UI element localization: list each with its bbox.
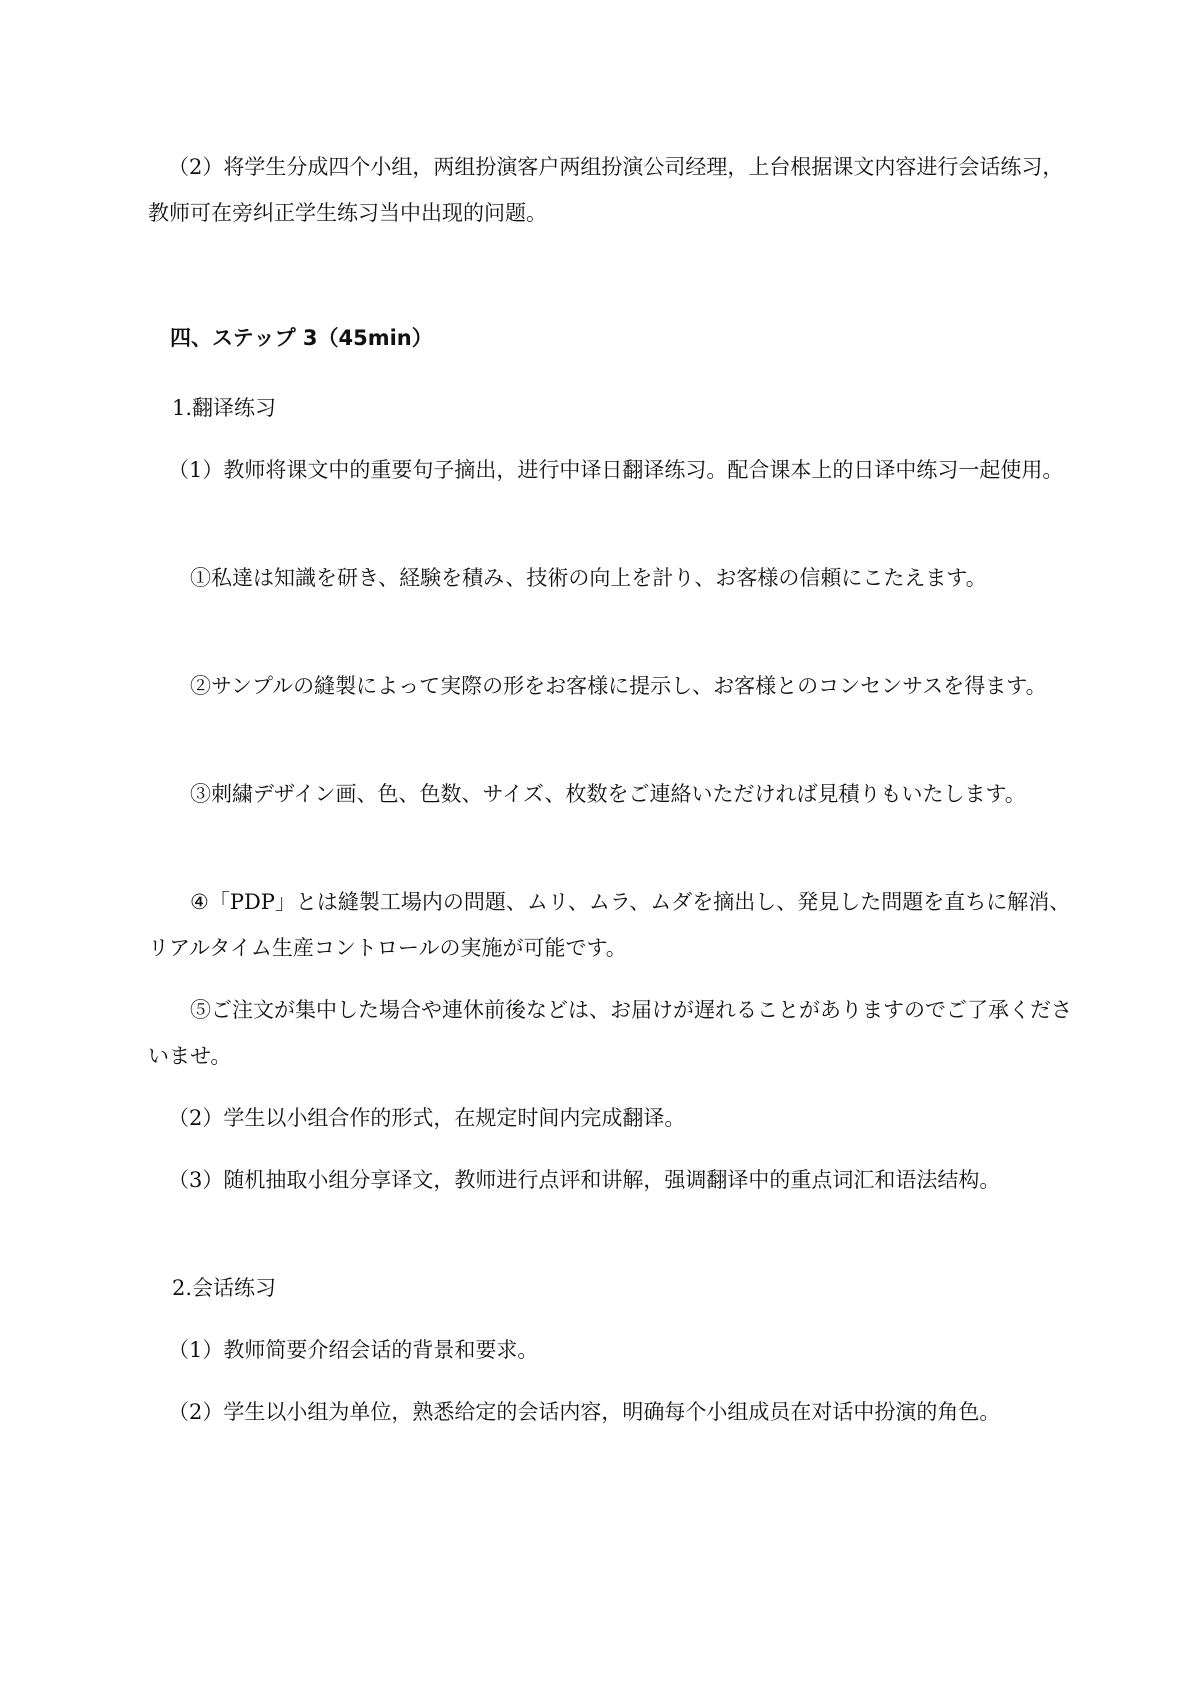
paragraph-translation-intro: （1）教师将课文中的重要句子摘出，进行中译日翻译练习。配合课本上的日译中练习一起使用。 bbox=[168, 458, 1064, 482]
section-heading: 四、ステップ 3（45min） bbox=[170, 326, 433, 350]
sentence-item: ①私達は知識を研き、経験を積み、技術の向上を計り、お客様の信頼にこたえます。 bbox=[190, 566, 987, 590]
paragraph-conversation-roles: （2）学生以小组为单位，熟悉给定的会话内容，明确每个小组成员在对话中扮演的角色。 bbox=[168, 1400, 1001, 1424]
sentence-item: ④「PDP」とは縫製工場内の問題、ムリ、ムラ、ムダを摘出し、発見した問題を直ちに解消、リアルタイム生産コントロールの実施が可能です。 bbox=[148, 890, 1071, 960]
sentence-item: ②サンプルの縫製によって実際の形をお客様に提示し、お客様とのコンセンサスを得ます。 bbox=[190, 674, 1047, 698]
paragraph-group-roleplay: （2）将学生分成四个小组，两组扮演客户两组扮演公司经理，上台根据课文内容进行会话练习，教师可在旁纠正学生练习当中出现的问题。 bbox=[148, 155, 1064, 225]
subsection-title-conversation: 2.会话练习 bbox=[172, 1276, 277, 1300]
paragraph-translation-group-work: （2）学生以小组合作的形式，在规定时间内完成翻译。 bbox=[168, 1106, 686, 1130]
subsection-title-translation: 1.翻译练习 bbox=[172, 396, 277, 420]
sentence-item: ③刺繍デザイン画、色、色数、サイズ、枚数をご連絡いただければ見積りもいたします。 bbox=[190, 782, 1026, 806]
sentence-item: ⑤ご注文が集中した場合や連休前後などは、お届けが遅れることがありますのでご了承くださいませ。 bbox=[148, 998, 1072, 1068]
paragraph-translation-review: （3）随机抽取小组分享译文，教师进行点评和讲解，强调翻译中的重点词汇和语法结构。 bbox=[168, 1168, 1001, 1192]
paragraph-conversation-intro: （1）教师简要介绍会话的背景和要求。 bbox=[168, 1338, 539, 1362]
